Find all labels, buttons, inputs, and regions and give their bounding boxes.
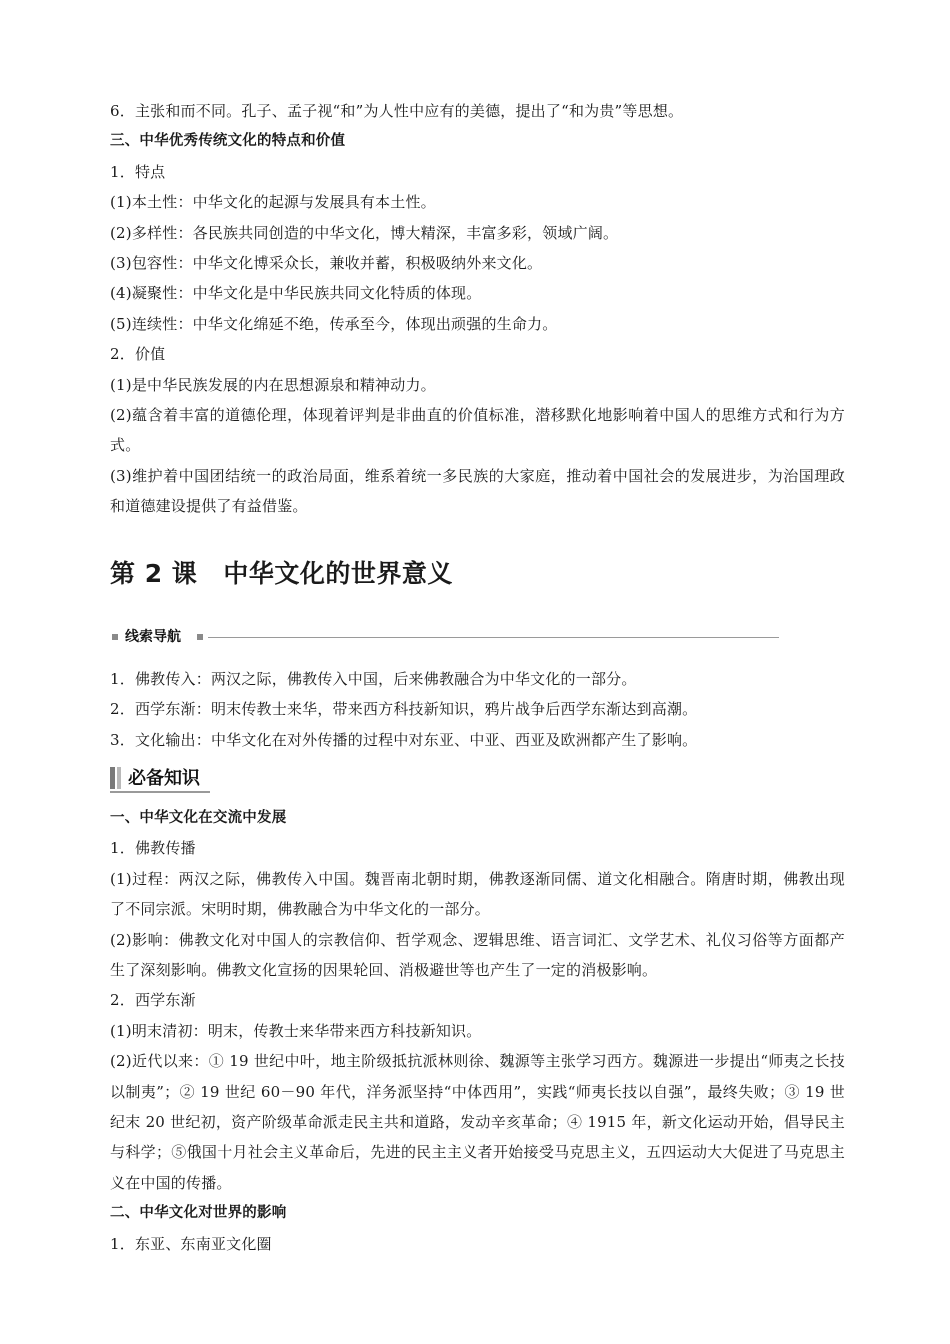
list-item: (1)本土性：中华文化的起源与发展具有本土性。 [110,193,436,212]
paragraph: (1)过程：两汉之际，佛教传入中国。魏晋南北朝时期，佛教逐渐同儒、道文化相融合。隋唐时期，佛教出现了不同宗派。宋明时期，佛教融合为中华文化的一部分。 [110,869,845,919]
paragraph: (1)明末清初：明末，传教士来华带来西方科技新知识。 [110,1021,482,1040]
document-page [110,96,845,1259]
section-bar-icon [110,767,115,789]
square-bullet-icon [112,634,118,640]
paragraph: (2)近代以来：① 19 世纪中叶，地主阶级抵抗派林则徐、魏源等主张学习西方。魏源进一步提出“师夷之长技以制夷”；② 19 世纪 60－90 年代，洋务派坚持“中体西用”，实践“师夷长技以自强”，最终失败；③ 19 世纪末 20 世纪初，资产阶级革命派走民主共和道路，发动辛亥革命；④ 1915 年，新文化运动开始，倡导民主与科学；⑤俄国十月社会主义革命后，先进的民主主义者开始接受马克思主义，五四运动大大促进了马克思主义在中国的传播。 [110,1052,845,1192]
clue-navigation-label: 线索导航 [125,628,181,645]
lesson-title [110,554,845,594]
square-bullet-icon [197,634,203,640]
essential-knowledge-label: 必备知识 [128,767,200,789]
subheading: 1．东亚、东南亚文化圈 [110,1234,272,1253]
paragraph: 6．主张和而不同。孔子、孟子视“和”为人性中应有的美德，提出了“和为贵”等思想。 [110,102,684,120]
list-item: (3)包容性：中华文化博采众长，兼收并蓄，积极吸纳外来文化。 [110,254,543,273]
section-bar-icon [117,767,121,789]
list-item: (3)维护着中国团结统一的政治局面，维系着统一多民族的大家庭，推动着中国社会的发展进步，为治国理政和道德建设提供了有益借鉴。 [110,466,845,516]
lesson-number: 第 2 课 [110,558,198,588]
list-item: 2．西学东渐：明末传教士来华，带来西方科技新知识，鸦片战争后西学东渐达到高潮。 [110,700,698,719]
list-item: 3．文化输出：中华文化在对外传播的过程中对东亚、中亚、西亚及欧洲都产生了影响。 [110,730,698,749]
section-heading: 三、中华优秀传统文化的特点和价值 [110,133,346,150]
list-item: (5)连续性：中华文化绵延不绝，传承至今，体现出顽强的生命力。 [110,314,558,333]
list-item: 1．佛教传入：两汉之际，佛教传入中国，后来佛教融合为中华文化的一部分。 [110,669,637,688]
list-item: (2)多样性：各民族共同创造的中华文化，博大精深，丰富多彩，领域广阔。 [110,223,619,242]
clue-navigation-header [110,626,845,648]
subheading: 1．特点 [110,162,166,181]
subheading: 2．价值 [110,345,166,364]
subheading: 2．西学东渐 [110,991,196,1010]
lesson-name: 中华文化的世界意义 [223,558,453,588]
list-item: (4)凝聚性：中华文化是中华民族共同文化特质的体现。 [110,284,482,303]
subheading: 1．佛教传播 [110,839,196,858]
header-underline [110,791,210,793]
essential-knowledge-header [110,765,845,793]
section-heading: 一、中华文化在交流中发展 [110,809,287,826]
divider-line [208,637,779,638]
list-item: (1)是中华民族发展的内在思想源泉和精神动力。 [110,375,436,394]
paragraph: (2)影响：佛教文化对中国人的宗教信仰、哲学观念、逻辑思维、语言词汇、文学艺术、礼仪习俗等方面都产生了深刻影响。佛教文化宣扬的因果轮回、消极避世等也产生了一定的消极影响。 [110,930,845,979]
section-heading: 二、中华文化对世界的影响 [110,1205,287,1222]
list-item: (2)蕴含着丰富的道德伦理，体现着评判是非曲直的价值标准，潜移默化地影响着中国人的思维方式和行为方式。 [110,406,845,455]
